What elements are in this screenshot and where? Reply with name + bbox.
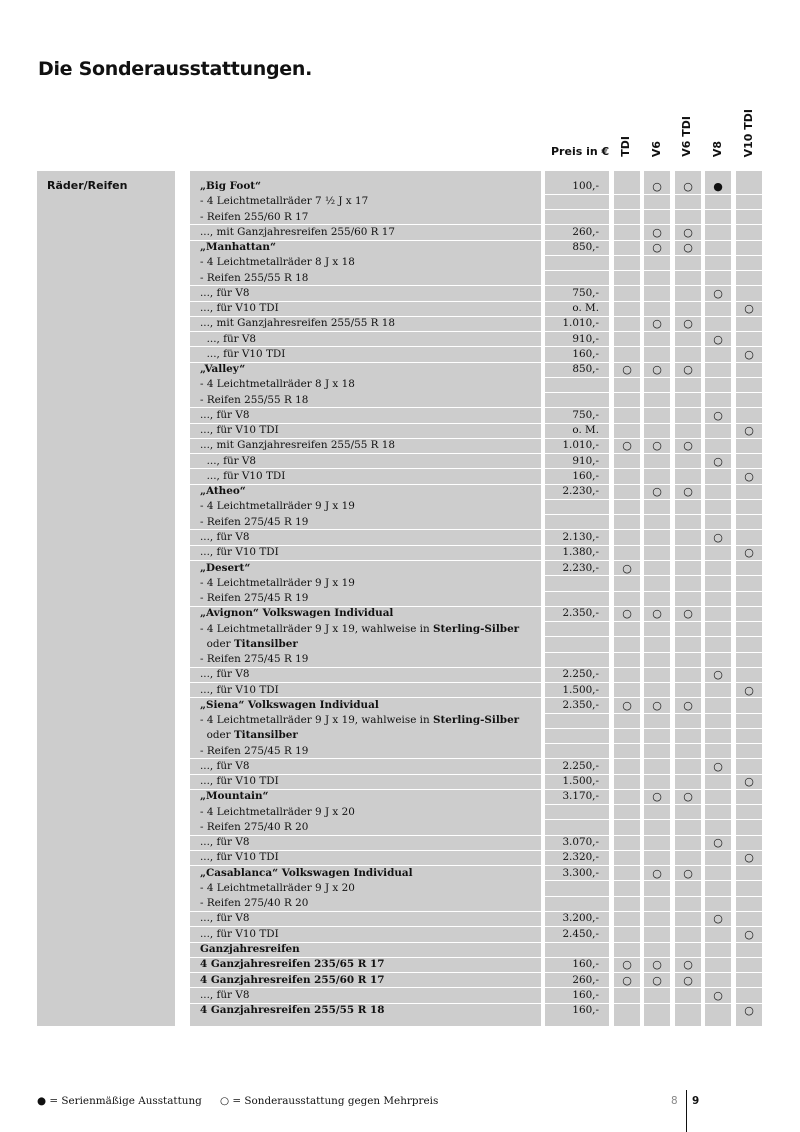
row-description bbox=[200, 850, 279, 865]
row-description-text: „Mountain“ bbox=[200, 790, 269, 803]
option-mark: ○ bbox=[713, 836, 723, 850]
option-mark: ○ bbox=[652, 958, 662, 972]
row-description-text: ..., mit Ganzjahresreifen 255/55 R 18 bbox=[200, 317, 396, 330]
table-row bbox=[0, 820, 800, 835]
row-description bbox=[200, 652, 308, 667]
row-description-text: - Reifen 275/45 R 19 bbox=[200, 744, 309, 757]
option-mark: ○ bbox=[683, 607, 693, 621]
option-mark: ○ bbox=[744, 469, 754, 483]
row-description-text: 4 Ganzjahresreifen 255/55 R 18 bbox=[200, 1004, 385, 1017]
row-description bbox=[200, 515, 308, 530]
row-price: 850,- bbox=[572, 241, 599, 254]
page-title: Die Sonderausstattungen. bbox=[38, 58, 313, 80]
row-description-text: „Atheo“ bbox=[200, 485, 246, 498]
table-row bbox=[0, 377, 800, 392]
table-row bbox=[0, 927, 800, 942]
row-price: 2.250,- bbox=[562, 668, 599, 681]
table-row bbox=[0, 561, 800, 576]
row-description-text: „Big Foot“ bbox=[200, 180, 262, 192]
row-price: 1.500,- bbox=[562, 683, 599, 696]
row-description bbox=[200, 179, 261, 194]
row-price: 160,- bbox=[572, 469, 599, 482]
option-mark: ○ bbox=[744, 1004, 754, 1018]
row-description-text: ..., für V8 bbox=[200, 332, 257, 345]
row-description-text: - Reifen 275/45 R 19 bbox=[200, 515, 309, 528]
row-description-text: ..., für V8 bbox=[200, 836, 250, 849]
option-mark: ○ bbox=[713, 454, 723, 468]
row-description-text: oder bbox=[200, 637, 234, 650]
row-price: 260,- bbox=[572, 973, 599, 986]
option-mark: ○ bbox=[652, 225, 662, 239]
option-mark: ○ bbox=[683, 866, 693, 880]
row-description-text: ..., für V8 bbox=[200, 454, 257, 467]
option-mark: ○ bbox=[744, 347, 754, 361]
row-description-text: „Valley“ bbox=[200, 363, 246, 376]
table-row bbox=[0, 652, 800, 667]
table-row bbox=[0, 316, 800, 331]
row-description bbox=[200, 316, 395, 331]
row-description bbox=[200, 377, 355, 392]
row-description-text: - 4 Leichtmetallräder 9 J x 19, wahlweise in bbox=[200, 714, 433, 727]
table-row bbox=[0, 225, 800, 240]
row-description-text: ..., mit Ganzjahresreifen 255/60 R 17 bbox=[200, 225, 396, 238]
table-row bbox=[0, 866, 800, 881]
table-row bbox=[0, 423, 800, 438]
option-mark: ○ bbox=[713, 530, 723, 544]
table-row bbox=[0, 698, 800, 713]
row-price: 1.380,- bbox=[562, 546, 599, 559]
option-mark: ○ bbox=[622, 561, 632, 575]
table-row bbox=[0, 973, 800, 988]
row-price: 2.450,- bbox=[562, 927, 599, 940]
row-price: 2.350,- bbox=[562, 698, 599, 711]
option-mark: ○ bbox=[622, 363, 632, 377]
table-row bbox=[0, 301, 800, 316]
row-description bbox=[200, 301, 279, 316]
row-description-text: - 4 Leichtmetallräder 9 J x 19 bbox=[200, 576, 355, 589]
row-description bbox=[200, 973, 384, 988]
table-row bbox=[0, 469, 800, 484]
row-description-text: - Reifen 275/45 R 19 bbox=[200, 653, 309, 666]
option-mark: ○ bbox=[683, 317, 693, 331]
table-row bbox=[0, 332, 800, 347]
option-mark: ○ bbox=[683, 363, 693, 377]
row-price: 2.250,- bbox=[562, 759, 599, 772]
row-price: 100,- bbox=[572, 180, 599, 192]
row-description-text: ..., für V10 TDI bbox=[200, 683, 279, 696]
row-description bbox=[200, 881, 355, 896]
row-description-text: - Reifen 255/55 R 18 bbox=[200, 393, 309, 406]
row-description-text: „Casablanca“ Volkswagen Individual bbox=[200, 866, 413, 879]
row-description bbox=[200, 728, 298, 743]
option-mark: ○ bbox=[652, 790, 662, 804]
legend-standard: ● = Serienmäßige Ausstattung bbox=[37, 1095, 202, 1107]
row-description bbox=[200, 347, 285, 362]
table-row bbox=[0, 255, 800, 270]
table-row bbox=[0, 789, 800, 804]
row-description-highlight: Titansilber bbox=[233, 637, 298, 650]
row-description-text: - Reifen 255/55 R 18 bbox=[200, 271, 309, 284]
row-description bbox=[200, 240, 276, 255]
row-price: 160,- bbox=[572, 1004, 599, 1017]
row-description-text: „Manhattan“ bbox=[200, 241, 276, 254]
column-header-v10-tdi: V10 TDI bbox=[742, 108, 755, 157]
table-row bbox=[0, 744, 800, 759]
row-description bbox=[200, 225, 395, 240]
row-price: 2.230,- bbox=[562, 485, 599, 498]
row-description bbox=[200, 774, 279, 789]
option-mark: ○ bbox=[652, 485, 662, 499]
option-mark: ○ bbox=[683, 698, 693, 712]
column-header-v8: V8 bbox=[711, 140, 724, 157]
option-mark: ○ bbox=[744, 546, 754, 560]
table-row bbox=[0, 530, 800, 545]
table-row bbox=[0, 759, 800, 774]
row-price: 3.300,- bbox=[562, 866, 599, 879]
table-row bbox=[0, 1003, 800, 1018]
column-header-v6: V6 bbox=[650, 140, 663, 157]
row-description bbox=[200, 713, 519, 728]
table-row bbox=[0, 454, 800, 469]
table-row bbox=[0, 286, 800, 301]
row-price: 2.230,- bbox=[562, 561, 599, 574]
option-mark: ○ bbox=[652, 241, 662, 255]
row-description bbox=[200, 637, 298, 652]
row-description-text: - 4 Leichtmetallräder 9 J x 20 bbox=[200, 881, 355, 894]
row-description-text: ..., für V10 TDI bbox=[200, 927, 279, 940]
table-row bbox=[0, 637, 800, 652]
row-description bbox=[200, 1003, 384, 1018]
option-mark: ○ bbox=[652, 363, 662, 377]
standard-mark: ● bbox=[713, 180, 723, 193]
row-description-text: ..., mit Ganzjahresreifen 255/55 R 18 bbox=[200, 439, 396, 452]
table-row bbox=[0, 942, 800, 957]
option-mark: ○ bbox=[713, 408, 723, 422]
row-description bbox=[200, 454, 256, 469]
option-mark: ○ bbox=[652, 698, 662, 712]
row-description bbox=[200, 789, 269, 804]
row-description-text: - Reifen 275/40 R 20 bbox=[200, 897, 309, 910]
row-price: 2.320,- bbox=[562, 851, 599, 864]
table-row bbox=[0, 393, 800, 408]
option-mark: ○ bbox=[622, 607, 632, 621]
row-description-text: - 4 Leichtmetallräder 9 J x 19 bbox=[200, 500, 355, 513]
option-mark: ○ bbox=[744, 775, 754, 789]
table-row bbox=[0, 515, 800, 530]
page-number-left: 8 bbox=[671, 1095, 678, 1107]
column-header-v6-tdi: V6 TDI bbox=[680, 116, 693, 157]
row-description-highlight: Sterling-Silber bbox=[432, 714, 520, 727]
row-price: 2.130,- bbox=[562, 530, 599, 543]
row-description-text: ..., für V8 bbox=[200, 408, 250, 421]
row-description bbox=[200, 561, 250, 576]
row-description-text: ..., für V10 TDI bbox=[200, 302, 279, 315]
row-description-text: - 4 Leichtmetallräder 9 J x 20 bbox=[200, 805, 355, 818]
table-row bbox=[0, 622, 800, 637]
table-row bbox=[0, 911, 800, 926]
option-mark: ○ bbox=[713, 668, 723, 682]
section-label: Räder/Reifen bbox=[47, 179, 128, 192]
row-description bbox=[200, 576, 355, 591]
row-description bbox=[200, 484, 246, 499]
row-description-text: ..., für V10 TDI bbox=[200, 469, 286, 482]
row-description-highlight: Sterling-Silber bbox=[432, 622, 520, 635]
option-mark: ○ bbox=[744, 302, 754, 316]
row-description-text: - 4 Leichtmetallräder 7 ½ J x 17 bbox=[200, 195, 369, 208]
row-price: 260,- bbox=[572, 225, 599, 238]
row-description bbox=[200, 255, 355, 270]
row-price: 910,- bbox=[572, 454, 599, 467]
option-mark: ○ bbox=[622, 973, 632, 987]
option-mark: ○ bbox=[713, 759, 723, 773]
price-column-header: Preis in € bbox=[551, 145, 610, 158]
row-description bbox=[200, 957, 384, 972]
row-description bbox=[200, 286, 249, 301]
row-description bbox=[200, 606, 393, 621]
option-mark: ○ bbox=[683, 180, 693, 193]
table-row bbox=[0, 988, 800, 1003]
row-description-text: oder bbox=[200, 729, 234, 742]
table-row bbox=[0, 606, 800, 621]
row-price: 2.350,- bbox=[562, 607, 599, 620]
row-description-text: ..., für V8 bbox=[200, 286, 250, 299]
row-price: 750,- bbox=[572, 408, 599, 421]
row-description-text: ..., für V10 TDI bbox=[200, 775, 279, 788]
row-description bbox=[200, 896, 308, 911]
table-row bbox=[0, 683, 800, 698]
row-description-text: ..., für V8 bbox=[200, 912, 250, 925]
table-row bbox=[0, 728, 800, 743]
row-description-text: ..., für V10 TDI bbox=[200, 347, 286, 360]
table-row bbox=[0, 713, 800, 728]
option-mark: ○ bbox=[652, 317, 662, 331]
row-description bbox=[200, 271, 308, 286]
option-mark: ○ bbox=[744, 424, 754, 438]
row-description-text: ..., für V8 bbox=[200, 530, 250, 543]
option-mark: ○ bbox=[652, 866, 662, 880]
table-row bbox=[0, 408, 800, 423]
table-row bbox=[0, 347, 800, 362]
row-description-text: - Reifen 275/45 R 19 bbox=[200, 592, 309, 605]
row-description bbox=[200, 683, 279, 698]
row-description bbox=[200, 927, 279, 942]
page-number-right: 9 bbox=[692, 1095, 700, 1107]
row-description bbox=[200, 530, 249, 545]
option-mark: ○ bbox=[713, 286, 723, 300]
table-row bbox=[0, 957, 800, 972]
table-row bbox=[0, 850, 800, 865]
table-row bbox=[0, 835, 800, 850]
option-mark: ○ bbox=[652, 973, 662, 987]
row-description-text: „Avignon“ Volkswagen Individual bbox=[200, 607, 394, 620]
row-description bbox=[200, 194, 368, 209]
row-description-text: - Reifen 255/60 R 17 bbox=[200, 210, 309, 223]
row-description-text: - 4 Leichtmetallräder 9 J x 19, wahlweise in bbox=[200, 622, 433, 635]
option-mark: ○ bbox=[683, 973, 693, 987]
table-row bbox=[0, 210, 800, 225]
option-mark: ○ bbox=[683, 485, 693, 499]
option-mark: ○ bbox=[683, 225, 693, 239]
row-price: 750,- bbox=[572, 286, 599, 299]
table-row bbox=[0, 545, 800, 560]
row-description-text: 4 Ganzjahresreifen 255/60 R 17 bbox=[200, 973, 385, 986]
row-price: 1.010,- bbox=[562, 317, 599, 330]
row-description-text: 4 Ganzjahresreifen 235/65 R 17 bbox=[200, 958, 385, 971]
row-description-text: ..., für V8 bbox=[200, 759, 250, 772]
table-row bbox=[0, 896, 800, 911]
row-price: o. M. bbox=[572, 424, 599, 437]
option-mark: ○ bbox=[683, 241, 693, 255]
row-description-highlight: Titansilber bbox=[233, 729, 298, 742]
row-price: 3.070,- bbox=[562, 836, 599, 849]
table-row bbox=[0, 194, 800, 209]
table-row bbox=[0, 271, 800, 286]
row-description bbox=[200, 805, 355, 820]
row-description-text: ..., für V10 TDI bbox=[200, 424, 279, 437]
page-divider bbox=[686, 1090, 687, 1132]
row-description bbox=[200, 622, 519, 637]
row-description bbox=[200, 210, 308, 225]
option-mark: ○ bbox=[622, 698, 632, 712]
option-mark: ○ bbox=[652, 607, 662, 621]
table-row bbox=[0, 576, 800, 591]
option-mark: ○ bbox=[652, 180, 662, 193]
row-description bbox=[200, 591, 308, 606]
table-row bbox=[0, 438, 800, 453]
row-description bbox=[200, 545, 279, 560]
row-description-text: ..., für V8 bbox=[200, 668, 250, 681]
table-row bbox=[0, 805, 800, 820]
legend-option: ○ = Sonderausstattung gegen Mehrpreis bbox=[220, 1095, 439, 1107]
row-price: 3.200,- bbox=[562, 912, 599, 925]
row-description bbox=[200, 759, 249, 774]
row-description bbox=[200, 744, 308, 759]
row-price: 1.500,- bbox=[562, 775, 599, 788]
row-description bbox=[200, 835, 249, 850]
row-description-text: Ganzjahresreifen bbox=[200, 943, 300, 955]
option-mark: ○ bbox=[713, 988, 723, 1002]
row-description bbox=[200, 820, 308, 835]
row-description bbox=[200, 988, 249, 1003]
row-price: o. M. bbox=[572, 302, 599, 315]
row-price: 1.010,- bbox=[562, 439, 599, 452]
option-mark: ○ bbox=[744, 927, 754, 941]
option-mark: ○ bbox=[713, 912, 723, 926]
row-price: 850,- bbox=[572, 363, 599, 376]
option-mark: ○ bbox=[683, 790, 693, 804]
row-description bbox=[200, 499, 355, 514]
row-description-text: ..., für V10 TDI bbox=[200, 546, 279, 559]
table-row bbox=[0, 484, 800, 499]
row-description bbox=[200, 911, 249, 926]
table-row bbox=[0, 667, 800, 682]
row-description bbox=[200, 362, 245, 377]
table-row bbox=[0, 774, 800, 789]
row-description bbox=[200, 393, 308, 408]
option-mark: ○ bbox=[622, 958, 632, 972]
row-description bbox=[200, 942, 300, 957]
table-row bbox=[0, 179, 800, 194]
row-description bbox=[200, 423, 279, 438]
row-price: 160,- bbox=[572, 958, 599, 971]
row-description-text: „Siena“ Volkswagen Individual bbox=[200, 698, 379, 711]
column-header-tdi: TDI bbox=[619, 136, 632, 157]
row-description bbox=[200, 408, 249, 423]
row-price: 3.170,- bbox=[562, 790, 599, 803]
option-mark: ○ bbox=[683, 958, 693, 972]
row-description-text: - 4 Leichtmetallräder 8 J x 18 bbox=[200, 378, 355, 391]
row-description-text: - Reifen 275/40 R 20 bbox=[200, 820, 309, 833]
row-description-text: - 4 Leichtmetallräder 8 J x 18 bbox=[200, 256, 355, 269]
row-description-text: „Desert“ bbox=[200, 561, 251, 574]
row-description bbox=[200, 698, 379, 713]
row-description bbox=[200, 667, 249, 682]
row-description-text: ..., für V10 TDI bbox=[200, 851, 279, 864]
row-price: 160,- bbox=[572, 347, 599, 360]
option-mark: ○ bbox=[744, 851, 754, 865]
row-description-text: ..., für V8 bbox=[200, 988, 250, 1001]
option-mark: ○ bbox=[683, 439, 693, 453]
table-row bbox=[0, 362, 800, 377]
row-description bbox=[200, 866, 413, 881]
row-price: 910,- bbox=[572, 332, 599, 345]
option-mark: ○ bbox=[622, 439, 632, 453]
table-row bbox=[0, 240, 800, 255]
option-mark: ○ bbox=[652, 439, 662, 453]
option-mark: ○ bbox=[744, 683, 754, 697]
table-row bbox=[0, 499, 800, 514]
row-description bbox=[200, 469, 285, 484]
table-row bbox=[0, 881, 800, 896]
row-description bbox=[200, 332, 256, 347]
row-price: 160,- bbox=[572, 988, 599, 1001]
table-row bbox=[0, 591, 800, 606]
option-mark: ○ bbox=[713, 332, 723, 346]
row-description bbox=[200, 438, 395, 453]
